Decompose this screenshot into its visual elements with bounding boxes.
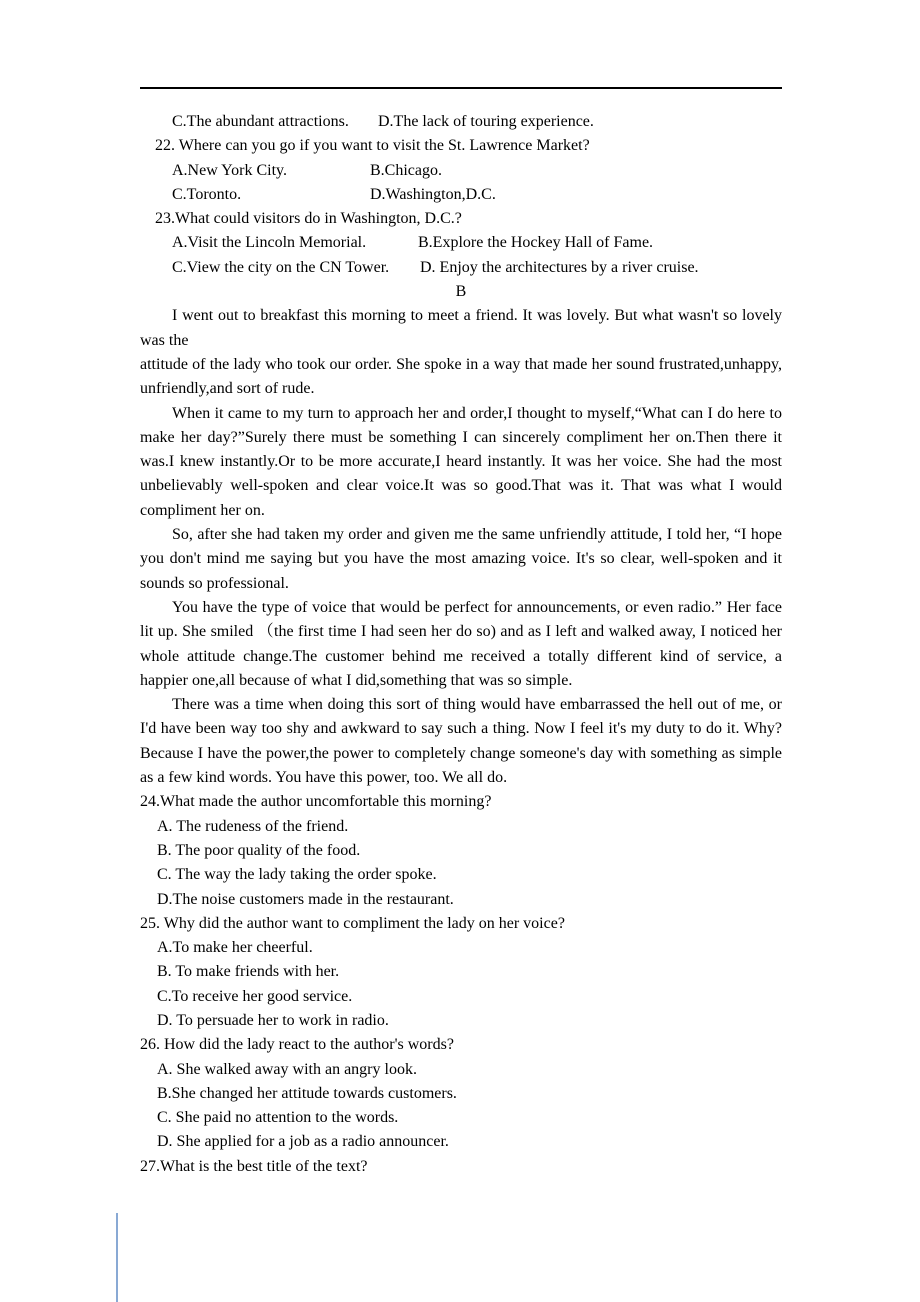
option-a: A.Visit the Lincoln Memorial.: [172, 234, 367, 252]
passage-paragraph: So, after she had taken my order and given me the same unfriendly attitude, I told her, “I hope you don't mind me saying but you have the most amazing voice. It's so clear, well-spoken and it sounds so professional.: [140, 526, 782, 592]
option-b: B.Chicago.: [370, 161, 442, 179]
option-d: D. To persuade her to work in radio.: [157, 1011, 389, 1029]
question-24: 24.What made the author uncomfortable this morning?: [140, 793, 492, 811]
blue-margin-line: [116, 1213, 118, 1302]
option-a: A. She walked away with an angry look.: [157, 1060, 417, 1078]
document-content: [140, 110, 782, 1179]
option-pair-q21-cd: [140, 110, 782, 134]
option-a: A.New York City.: [172, 161, 287, 179]
question-26: 26. How did the lady react to the author's words?: [140, 1036, 454, 1054]
option-b: B.She changed her attitude towards customers.: [157, 1084, 457, 1102]
option-pair-q22-ab: [140, 159, 782, 183]
option-c: C.The abundant attractions.: [172, 113, 349, 130]
option-a: A.To make her cheerful.: [157, 939, 313, 957]
passage-paragraph: You have the type of voice that would be perfect for announcements, or even radio.” Her face lit up. She smiled （the first time I had seen her do so) and as I left and walked away, I noticed her whole attitude change.The customer behind me received a totally different kind of service, a happier one,all because of what I did,something that was so simple.: [140, 598, 782, 689]
option-d: D. Enjoy the architectures by a river cruise.: [420, 258, 699, 276]
option-c: C. The way the lady taking the order spoke.: [157, 866, 437, 884]
option-b: B.Explore the Hockey Hall of Fame.: [418, 234, 654, 252]
option-pair-q23-ab: [140, 231, 782, 255]
passage-paragraph: When it came to my turn to approach her and order,I thought to myself,“What can I do here to make her day?”Surely there must be something I can sincerely compliment her on.Then there it was.I knew instantly.Or to be more accurate,I heard instantly. It was her voice. She had the most unbelievably well-spoken and clear voice.It was so good.That was it. That was what I would compliment her on.: [140, 404, 782, 519]
question-25: 25. Why did the author want to compliment the lady on her voice?: [140, 914, 565, 932]
option-b: B. The poor quality of the food.: [157, 841, 361, 859]
passage-paragraph: There was a time when doing this sort of thing would have embarrassed the hell out of me, or I'd have been way too shy and awkward to say such a thing. Now I feel it's my duty to do it. Why? Because I have the power,the power to completely change someone's day with something as simple as a few kind words. You have this power, too. We all do.: [140, 696, 782, 787]
option-c: C.Toronto.: [172, 185, 242, 203]
header-rule: [140, 87, 782, 89]
passage-paragraph: I went out to breakfast this morning to meet a friend. It was lovely. But what wasn't so lovely was the: [140, 307, 782, 349]
option-b: B. To make friends with her.: [157, 963, 340, 981]
option-pair-q23-cd: [140, 256, 782, 280]
option-d: D. She applied for a job as a radio announcer.: [157, 1133, 449, 1151]
option-d: D.The noise customers made in the restaurant.: [157, 890, 454, 908]
passage-label: B: [455, 283, 467, 301]
question-23: 23.What could visitors do in Washington, D.C.?: [155, 210, 462, 228]
option-d: D.The lack of touring experience.: [378, 113, 594, 130]
option-pair-q22-cd: [140, 183, 782, 207]
option-c: C.View the city on the CN Tower.: [172, 258, 390, 276]
question-22: 22. Where can you go if you want to visit the St. Lawrence Market?: [155, 137, 590, 155]
option-d: D.Washington,D.C.: [370, 185, 496, 203]
question-27: 27.What is the best title of the text?: [140, 1157, 368, 1175]
passage-paragraph: attitude of the lady who took our order. She spoke in a way that made her sound frustrated,unhappy, unfriendly,and sort of rude.: [140, 355, 782, 398]
option-c: C. She paid no attention to the words.: [157, 1109, 399, 1127]
option-c: C.To receive her good service.: [157, 987, 353, 1005]
option-a: A. The rudeness of the friend.: [157, 817, 349, 835]
